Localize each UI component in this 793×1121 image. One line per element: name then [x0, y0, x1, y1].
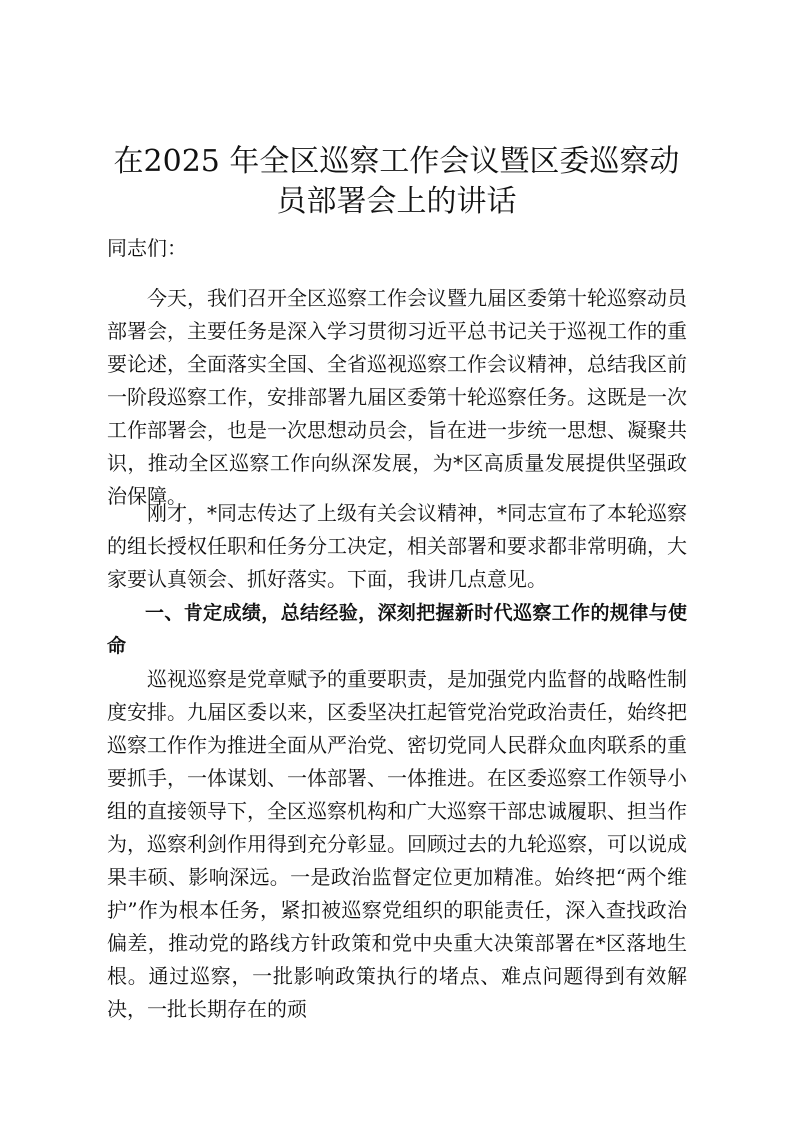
- section-heading-1: 一、肯定成绩，总结经验，深刻把握新时代巡察工作的规律与使命: [107, 602, 687, 657]
- paragraph-transition: 刚才，*同志传达了上级有关会议精神，*同志宣布了本轮巡察的组长授权任职和任务分工决定，相关部署和要求都非常明确，大家要认真领会、抓好落实。下面，我讲几点意见。: [107, 501, 687, 591]
- document-title: 在2025 年全区巡察工作会议暨区委巡察动员部署会上的讲话: [113, 144, 680, 219]
- paragraph-opening: 今天，我们召开全区巡察工作会议暨九届区委第十轮巡察动员部署会，主要任务是深入学习贯彻习近平总书记关于巡视工作的重要论述，全面落实全国、全省巡视巡察工作会议精神，总结我区前一阶段巡察工作，安排部署九届区委第十轮巡察任务。这既是一次工作部署会，也是一次思想动员会，旨在进一步统一思想、凝聚共识，推动全区巡察工作向纵深发展，为*区高质量发展提供坚强政治保障。: [107, 286, 687, 508]
- salutation: 同志们：: [107, 236, 187, 260]
- section-1-paragraph: 巡视巡察是党章赋予的重要职责，是加强党内监督的战略性制度安排。九届区委以来，区委坚决扛起管党治党政治责任，始终把巡察工作作为推进全面从严治党、密切党同人民群众血肉联系的重要抓手，一体谋划、一体部署、一体推进。在区委巡察工作领导小组的直接领导下，全区巡察机构和广大巡察干部忠诚履职、担当作为，巡察利剑作用得到充分彰显。回顾过去的九轮巡察，可以说成果丰硕、影响深远。一是政治监督定位更加精准。始终把“两个维护”作为根本任务，紧扣被巡察党组织的职能责任，深入查找政治偏差，推动党的路线方针政策和党中央重大决策部署在*区落地生根。通过巡察，一批影响政策执行的堵点、难点问题得到有效解决，一批长期存在的顽: [107, 667, 687, 1021]
